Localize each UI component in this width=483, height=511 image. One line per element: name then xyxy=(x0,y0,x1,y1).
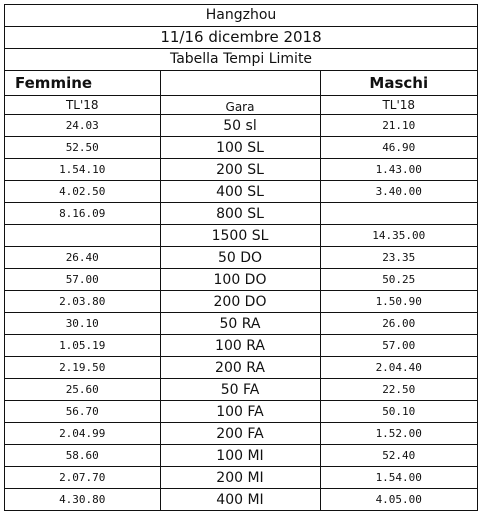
table-row xyxy=(5,137,477,159)
female-time-cell: 4.30.80 xyxy=(5,489,160,511)
event-cell: 200 MI xyxy=(160,467,320,489)
event-cell: 800 SL xyxy=(160,203,320,225)
event-cell: 200 FA xyxy=(160,423,320,445)
female-time-cell: 25.60 xyxy=(5,379,160,401)
event-cell: 100 RA xyxy=(160,335,320,357)
female-time-cell: 8.16.09 xyxy=(5,203,160,225)
female-time-cell: 26.40 xyxy=(5,247,160,269)
male-time-cell: 50.25 xyxy=(320,269,477,291)
table-row xyxy=(5,445,477,467)
male-time-cell: 46.90 xyxy=(320,137,477,159)
event-cell: 50 FA xyxy=(160,379,320,401)
table-row xyxy=(5,181,477,203)
table-row xyxy=(5,489,477,511)
male-time-cell: 1.52.00 xyxy=(320,423,477,445)
event-cell: 100 DO xyxy=(160,269,320,291)
event-cell: 100 SL xyxy=(160,137,320,159)
event-cell: 50 DO xyxy=(160,247,320,269)
male-time-cell: 50.10 xyxy=(320,401,477,423)
male-time-cell: 1.54.00 xyxy=(320,467,477,489)
table-row xyxy=(5,335,477,357)
event-cell: 400 SL xyxy=(160,181,320,203)
event-cell: 50 sl xyxy=(160,115,320,137)
female-time-cell: 58.60 xyxy=(5,445,160,467)
male-header: Maschi xyxy=(320,71,477,96)
table-row xyxy=(5,269,477,291)
table-row xyxy=(5,379,477,401)
event-cell: 100 MI xyxy=(160,445,320,467)
table-row xyxy=(5,313,477,335)
male-time-cell: 23.35 xyxy=(320,247,477,269)
event-cell: 400 MI xyxy=(160,489,320,511)
female-time-cell: 24.03 xyxy=(5,115,160,137)
table-row xyxy=(5,423,477,445)
female-tl-header: TL'18 xyxy=(5,96,160,115)
table-row xyxy=(5,115,477,137)
gender-header-row xyxy=(5,71,477,96)
event-cell: 200 SL xyxy=(160,159,320,181)
male-time-cell: 3.40.00 xyxy=(320,181,477,203)
male-time-cell: 21.10 xyxy=(320,115,477,137)
female-time-cell: 56.70 xyxy=(5,401,160,423)
female-time-cell: 1.54.10 xyxy=(5,159,160,181)
city-title: Hangzhou xyxy=(5,5,477,27)
male-time-cell xyxy=(320,203,477,225)
table-row xyxy=(5,203,477,225)
male-time-cell: 57.00 xyxy=(320,335,477,357)
female-time-cell: 52.50 xyxy=(5,137,160,159)
female-time-cell: 57.00 xyxy=(5,269,160,291)
female-time-cell: 2.03.80 xyxy=(5,291,160,313)
time-limits-table xyxy=(5,71,477,510)
event-header: Gara xyxy=(160,96,320,115)
event-cell: 200 RA xyxy=(160,357,320,379)
time-limits-sheet xyxy=(4,4,478,511)
table-row xyxy=(5,467,477,489)
female-header: Femmine xyxy=(5,71,160,96)
female-time-cell: 2.19.50 xyxy=(5,357,160,379)
male-time-cell: 14.35.00 xyxy=(320,225,477,247)
event-cell: 50 RA xyxy=(160,313,320,335)
table-row xyxy=(5,225,477,247)
table-row xyxy=(5,247,477,269)
event-cell: 200 DO xyxy=(160,291,320,313)
column-subheader-row xyxy=(5,96,477,115)
male-time-cell: 4.05.00 xyxy=(320,489,477,511)
female-time-cell: 4.02.50 xyxy=(5,181,160,203)
table-row xyxy=(5,357,477,379)
male-tl-header: TL'18 xyxy=(320,96,477,115)
male-time-cell: 2.04.40 xyxy=(320,357,477,379)
female-time-cell: 2.07.70 xyxy=(5,467,160,489)
table-row xyxy=(5,291,477,313)
male-time-cell: 1.50.90 xyxy=(320,291,477,313)
male-time-cell: 1.43.00 xyxy=(320,159,477,181)
female-time-cell xyxy=(5,225,160,247)
gender-spacer xyxy=(160,71,320,96)
table-title: Tabella Tempi Limite xyxy=(5,49,477,71)
event-cell: 1500 SL xyxy=(160,225,320,247)
event-dates: 11/16 dicembre 2018 xyxy=(5,27,477,49)
male-time-cell: 26.00 xyxy=(320,313,477,335)
male-time-cell: 22.50 xyxy=(320,379,477,401)
female-time-cell: 2.04.99 xyxy=(5,423,160,445)
female-time-cell: 1.05.19 xyxy=(5,335,160,357)
table-row xyxy=(5,401,477,423)
table-row xyxy=(5,159,477,181)
female-time-cell: 30.10 xyxy=(5,313,160,335)
male-time-cell: 52.40 xyxy=(320,445,477,467)
event-cell: 100 FA xyxy=(160,401,320,423)
